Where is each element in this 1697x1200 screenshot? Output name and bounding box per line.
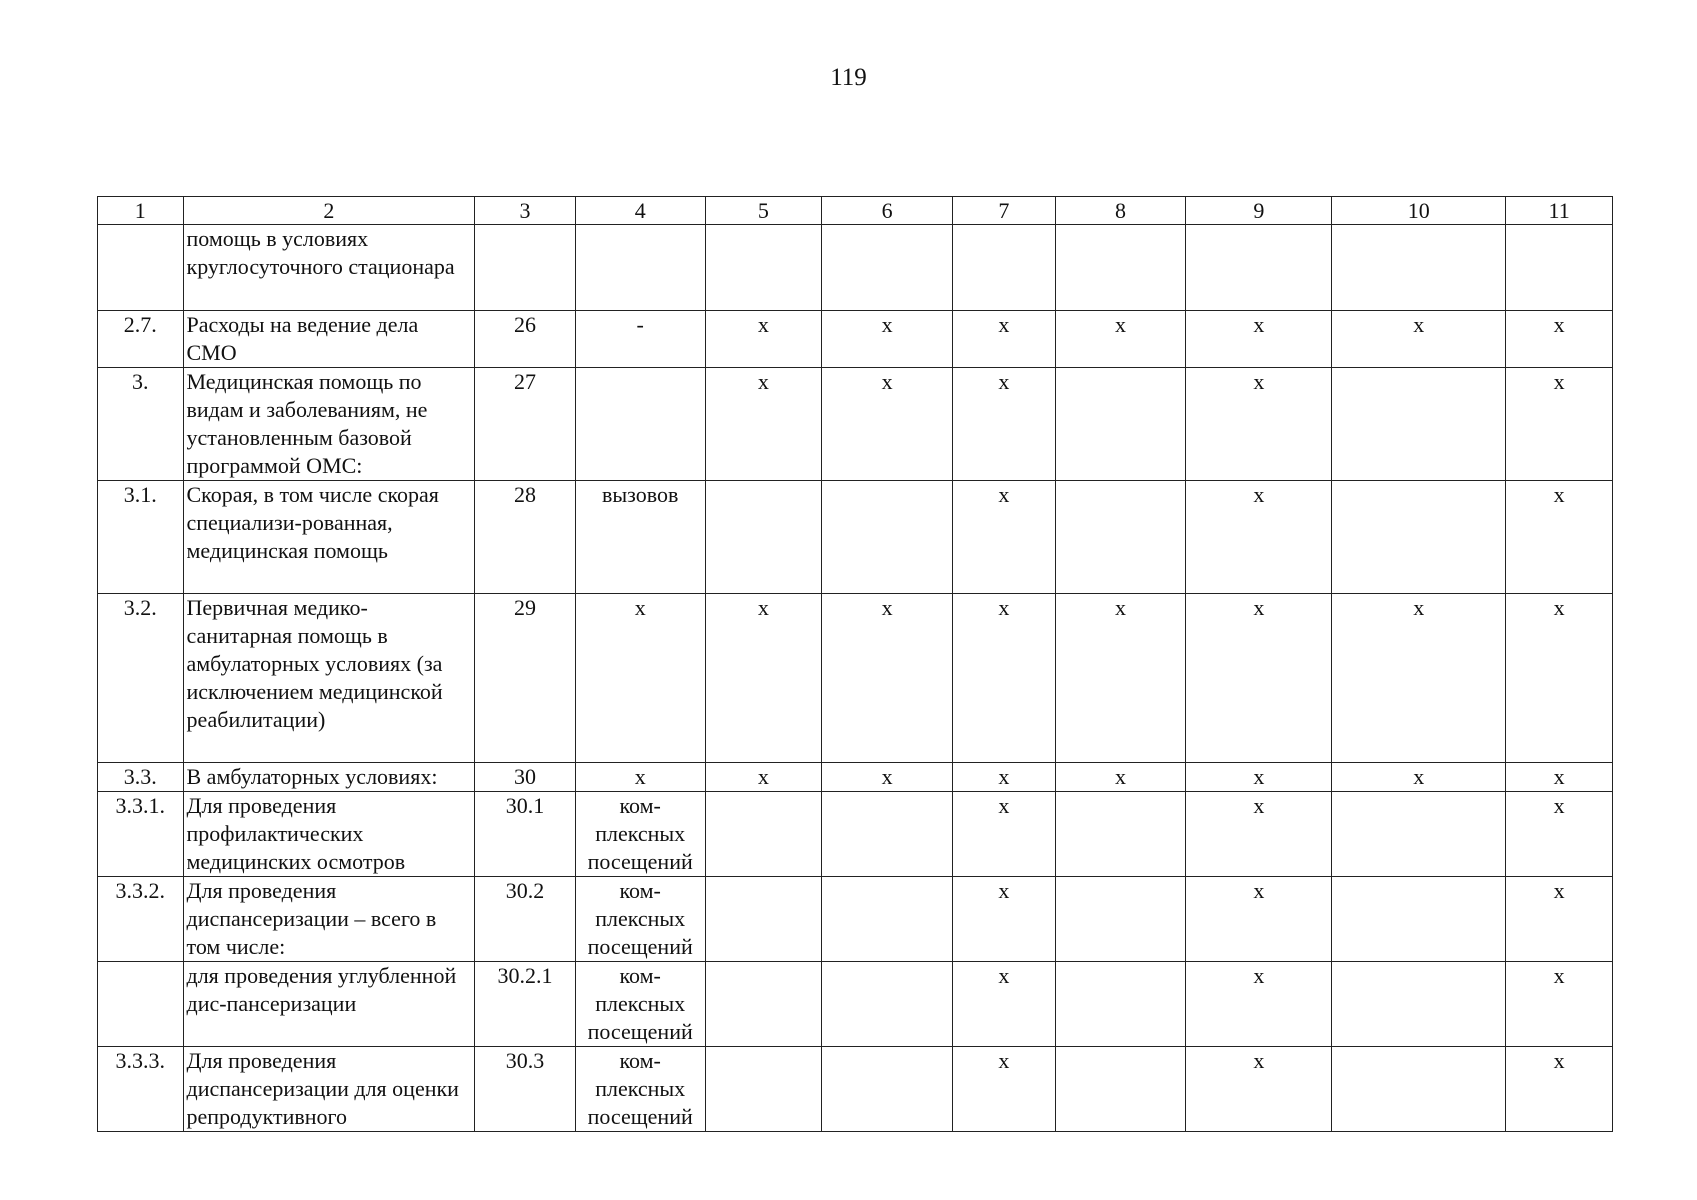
table-row bbox=[98, 877, 1613, 962]
cell-col8 bbox=[1055, 368, 1186, 481]
cell-col11: х bbox=[1506, 311, 1613, 368]
row-unit: вызовов bbox=[575, 481, 705, 594]
data-table bbox=[97, 196, 1613, 1132]
cell-col11: х bbox=[1506, 481, 1613, 594]
row-code: 30.2.1 bbox=[475, 962, 576, 1047]
cell-col5: х bbox=[705, 763, 822, 792]
row-number bbox=[98, 225, 184, 311]
cell-col8 bbox=[1055, 225, 1186, 311]
cell-col6: х bbox=[822, 763, 953, 792]
cell-col11: х bbox=[1506, 368, 1613, 481]
cell-col6 bbox=[822, 225, 953, 311]
cell-col6 bbox=[822, 792, 953, 877]
cell-col11: х bbox=[1506, 792, 1613, 877]
cell-col8 bbox=[1055, 1047, 1186, 1132]
cell-col10 bbox=[1332, 962, 1506, 1047]
row-number: 3.3.2. bbox=[98, 877, 184, 962]
cell-col5: х bbox=[705, 594, 822, 763]
row-unit: х bbox=[575, 594, 705, 763]
cell-col7: х bbox=[953, 763, 1056, 792]
cell-col11: х bbox=[1506, 763, 1613, 792]
row-name: помощь в условиях круглосуточного стационара bbox=[183, 225, 475, 311]
cell-col10 bbox=[1332, 1047, 1506, 1132]
cell-col9: х bbox=[1186, 763, 1332, 792]
cell-col7: х bbox=[953, 311, 1056, 368]
cell-col5 bbox=[705, 877, 822, 962]
cell-col8: х bbox=[1055, 594, 1186, 763]
cell-col5 bbox=[705, 481, 822, 594]
header-cell: 8 bbox=[1055, 197, 1186, 225]
cell-col7: х bbox=[953, 792, 1056, 877]
header-cell: 11 bbox=[1506, 197, 1613, 225]
row-code bbox=[475, 225, 576, 311]
row-code: 28 bbox=[475, 481, 576, 594]
row-number bbox=[98, 962, 184, 1047]
row-name: Первичная медико-санитарная помощь в амбулаторных условиях (за исключением медицинской реабилитации) bbox=[183, 594, 475, 763]
row-number: 2.7. bbox=[98, 311, 184, 368]
row-number: 3. bbox=[98, 368, 184, 481]
cell-col6: х bbox=[822, 311, 953, 368]
cell-col10: х bbox=[1332, 594, 1506, 763]
table-row bbox=[98, 962, 1613, 1047]
cell-col7: х bbox=[953, 877, 1056, 962]
cell-col9: х bbox=[1186, 962, 1332, 1047]
header-row bbox=[98, 197, 1613, 225]
row-number: 3.3.3. bbox=[98, 1047, 184, 1132]
table-row bbox=[98, 311, 1613, 368]
table-row bbox=[98, 763, 1613, 792]
cell-col7: х bbox=[953, 1047, 1056, 1132]
cell-col7: х bbox=[953, 368, 1056, 481]
cell-col5 bbox=[705, 1047, 822, 1132]
table-row bbox=[98, 225, 1613, 311]
row-name: Для проведения профилактических медицинских осмотров bbox=[183, 792, 475, 877]
cell-col10: х bbox=[1332, 311, 1506, 368]
cell-col10 bbox=[1332, 225, 1506, 311]
row-unit: ком-плексных посещений bbox=[575, 792, 705, 877]
cell-col11: х bbox=[1506, 594, 1613, 763]
cell-col7: х bbox=[953, 962, 1056, 1047]
row-unit bbox=[575, 368, 705, 481]
row-code: 30 bbox=[475, 763, 576, 792]
cell-col6: х bbox=[822, 594, 953, 763]
cell-col10 bbox=[1332, 368, 1506, 481]
page-number: 119 bbox=[830, 64, 867, 91]
row-name: Для проведения диспансеризации – всего в том числе: bbox=[183, 877, 475, 962]
row-code: 27 bbox=[475, 368, 576, 481]
cell-col5 bbox=[705, 792, 822, 877]
row-name: Расходы на ведение дела СМО bbox=[183, 311, 475, 368]
cell-col10 bbox=[1332, 792, 1506, 877]
row-code: 30.2 bbox=[475, 877, 576, 962]
cell-col10: х bbox=[1332, 763, 1506, 792]
row-code: 29 bbox=[475, 594, 576, 763]
cell-col6 bbox=[822, 877, 953, 962]
header-cell: 2 bbox=[183, 197, 475, 225]
row-name: Скорая, в том числе скорая специализи-рованная, медицинская помощь bbox=[183, 481, 475, 594]
row-code: 30.3 bbox=[475, 1047, 576, 1132]
cell-col9: х bbox=[1186, 1047, 1332, 1132]
header-cell: 10 bbox=[1332, 197, 1506, 225]
header-cell: 6 bbox=[822, 197, 953, 225]
cell-col5: х bbox=[705, 368, 822, 481]
table-row bbox=[98, 594, 1613, 763]
cell-col8 bbox=[1055, 877, 1186, 962]
row-unit: ком-плексных посещений bbox=[575, 877, 705, 962]
row-name: для проведения углубленной дис-пансеризации bbox=[183, 962, 475, 1047]
cell-col6 bbox=[822, 1047, 953, 1132]
row-name: Медицинская помощь по видам и заболеваниям, не установленным базовой программой ОМС: bbox=[183, 368, 475, 481]
row-number: 3.2. bbox=[98, 594, 184, 763]
row-unit: - bbox=[575, 311, 705, 368]
cell-col6 bbox=[822, 481, 953, 594]
row-number: 3.3. bbox=[98, 763, 184, 792]
row-unit bbox=[575, 225, 705, 311]
row-name: В амбулаторных условиях: bbox=[183, 763, 475, 792]
cell-col11: х bbox=[1506, 962, 1613, 1047]
cell-col8 bbox=[1055, 481, 1186, 594]
cell-col11: х bbox=[1506, 877, 1613, 962]
cell-col10 bbox=[1332, 481, 1506, 594]
cell-col8: х bbox=[1055, 763, 1186, 792]
cell-col6 bbox=[822, 962, 953, 1047]
cell-col7: х bbox=[953, 481, 1056, 594]
header-cell: 3 bbox=[475, 197, 576, 225]
row-name: Для проведения диспансеризации для оценки репродуктивного bbox=[183, 1047, 475, 1132]
cell-col9: х bbox=[1186, 311, 1332, 368]
table-row bbox=[98, 792, 1613, 877]
row-unit: ком-плексных посещений bbox=[575, 962, 705, 1047]
table-row bbox=[98, 1047, 1613, 1132]
header-cell: 9 bbox=[1186, 197, 1332, 225]
cell-col7: х bbox=[953, 594, 1056, 763]
header-cell: 4 bbox=[575, 197, 705, 225]
row-number: 3.1. bbox=[98, 481, 184, 594]
cell-col6: х bbox=[822, 368, 953, 481]
cell-col5 bbox=[705, 962, 822, 1047]
row-number: 3.3.1. bbox=[98, 792, 184, 877]
cell-col9: х bbox=[1186, 792, 1332, 877]
cell-col9: х bbox=[1186, 481, 1332, 594]
cell-col9: х bbox=[1186, 877, 1332, 962]
cell-col8 bbox=[1055, 792, 1186, 877]
cell-col9: х bbox=[1186, 594, 1332, 763]
cell-col7 bbox=[953, 225, 1056, 311]
cell-col11: х bbox=[1506, 1047, 1613, 1132]
cell-col5: х bbox=[705, 311, 822, 368]
row-unit: х bbox=[575, 763, 705, 792]
row-code: 30.1 bbox=[475, 792, 576, 877]
cell-col5 bbox=[705, 225, 822, 311]
row-code: 26 bbox=[475, 311, 576, 368]
cell-col10 bbox=[1332, 877, 1506, 962]
row-unit: ком-плексных посещений bbox=[575, 1047, 705, 1132]
cell-col8 bbox=[1055, 962, 1186, 1047]
table-row bbox=[98, 481, 1613, 594]
cell-col11 bbox=[1506, 225, 1613, 311]
cell-col8: х bbox=[1055, 311, 1186, 368]
header-cell: 1 bbox=[98, 197, 184, 225]
header-cell: 7 bbox=[953, 197, 1056, 225]
header-cell: 5 bbox=[705, 197, 822, 225]
table-row bbox=[98, 368, 1613, 481]
cell-col9: х bbox=[1186, 368, 1332, 481]
cell-col9 bbox=[1186, 225, 1332, 311]
